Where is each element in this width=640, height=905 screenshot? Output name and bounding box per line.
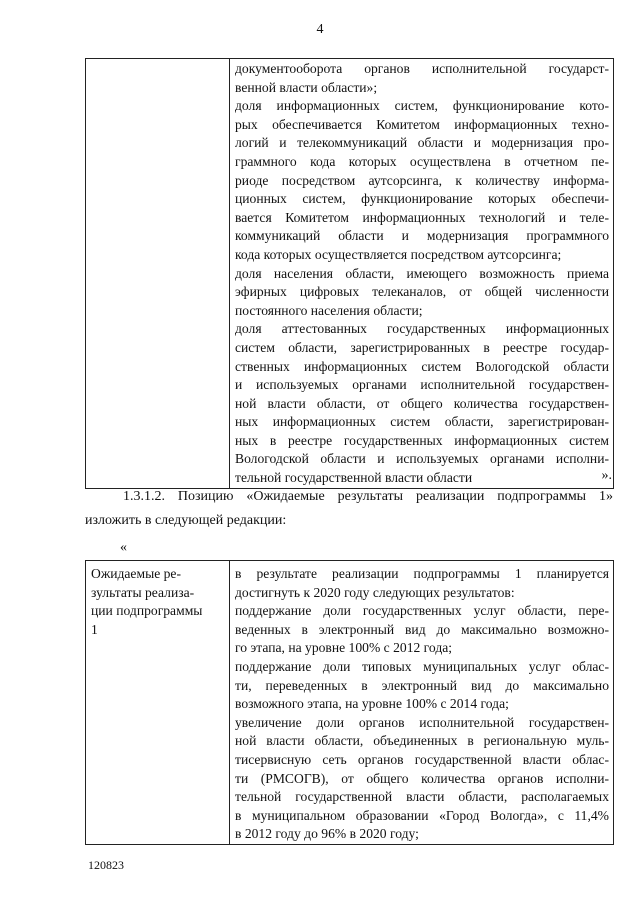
- opening-quote: «: [120, 540, 127, 555]
- table2-line: возможного этапа, на уровне 100% с 2014 года;: [235, 696, 509, 712]
- table1-left-cell: [86, 59, 230, 489]
- table1-line: доля населения области, имеющего возможность приема: [235, 265, 609, 281]
- table1-line: постоянного населения области;: [235, 302, 423, 318]
- table2-left-line: 1: [91, 621, 98, 637]
- document-code: 120823: [88, 858, 124, 872]
- table1-text: [235, 60, 609, 488]
- table2-left-text: [91, 565, 225, 639]
- page-number: 4: [316, 22, 324, 37]
- table1-line: эфирных цифровых телеканалов, от общей численности: [235, 284, 609, 300]
- table2-line: в 2012 году до 96% в 2020 году;: [235, 826, 419, 842]
- table1-line: кода которых осуществляется посредством аутсорсинга;: [235, 246, 562, 262]
- table1-line: документооборота органов исполнительной государст-: [235, 61, 609, 76]
- table1-line: ной власти области, от общего количества государствен-: [235, 395, 609, 411]
- table1-line: тельной государственной власти области: [235, 470, 473, 486]
- paragraph-line-1: 1.3.1.2. Позицию «Ожидаемые результаты реализации подпрограммы 1»: [123, 489, 613, 504]
- table2-line: увеличение доли органов исполнительной государствен-: [235, 714, 609, 730]
- table1-line: коммуникаций области и модернизация программного: [235, 228, 609, 244]
- table2-left-cell: [86, 561, 230, 845]
- table1-line: ственных информационных систем Вологодской области: [235, 358, 609, 374]
- table1-line: вается Комитетом информационных технологий и теле-: [235, 209, 609, 225]
- table2-left-line: ции подпрограммы: [91, 603, 203, 619]
- table2-text: [235, 565, 609, 844]
- paragraph-line-2: изложить в следующей редакции:: [85, 513, 287, 528]
- table1-line: систем области, зарегистрированных в реестре государ-: [235, 339, 609, 355]
- indicators-table: [85, 58, 614, 489]
- closing-quote: ».: [601, 468, 612, 483]
- table1-line: ных в реестре государственных информационных систем: [235, 432, 609, 448]
- table2-line: в муниципальном образовании «Город Вологда», с 11,4%: [235, 807, 609, 823]
- table1-line: Вологодской области и используемых органами исполни-: [235, 451, 609, 467]
- table1-line: доля информационных систем, функционирование кото-: [235, 98, 609, 114]
- table2-line: тисервисную сеть органов государственной власти облас-: [235, 751, 609, 767]
- table1-line: ных информационных систем области, зарегистрирован-: [235, 414, 609, 430]
- table1-line: граммного кода которых осуществлена в отчетном пе-: [235, 153, 609, 169]
- table2-line: поддержание доли типовых муниципальных услуг облас-: [235, 658, 609, 674]
- table1-line: и используемых органами исполнительной государствен-: [235, 377, 609, 393]
- table1-right-cell: [230, 59, 614, 489]
- table2-line: ной власти области, объединенных в региональную муль-: [235, 733, 609, 749]
- expected-results-table: [85, 560, 614, 845]
- table2-line: ти (РМСОГВ), от общего количества органов исполни-: [235, 770, 609, 786]
- table1-line: ционных систем, функционирование которых обеспечи-: [235, 191, 609, 207]
- table2-line: ти, переведенных в электронный вид до максимально: [235, 677, 609, 693]
- table2-line: в результате реализации подпрограммы 1 планируется: [235, 566, 609, 581]
- table1-line: логий и телекоммуникаций области и модернизация про-: [235, 135, 609, 151]
- table2-line: тельной государственной власти области, располагаемых: [235, 789, 609, 805]
- table2-line: го этапа, на уровне 100% с 2012 года;: [235, 640, 453, 656]
- table2-left-line: Ожидаемые ре-: [91, 566, 181, 581]
- table1-line: рых обеспечивается Комитетом информационных техно-: [235, 116, 609, 132]
- table2-line: веденных в электронный вид до максимально возможно-: [235, 621, 609, 637]
- table1-line: венной власти области»;: [235, 79, 378, 95]
- table1-line: доля аттестованных государственных информационных: [235, 321, 609, 337]
- table2-left-line: зультаты реализа-: [91, 584, 195, 600]
- table2-line: поддержание доли государственных услуг области, пере-: [235, 603, 609, 619]
- table2-right-cell: [230, 561, 614, 845]
- table1-line: риоде посредством аутсорсинга, к количеству информа-: [235, 172, 609, 188]
- table2-line: достигнуть к 2020 году следующих результатов:: [235, 584, 515, 600]
